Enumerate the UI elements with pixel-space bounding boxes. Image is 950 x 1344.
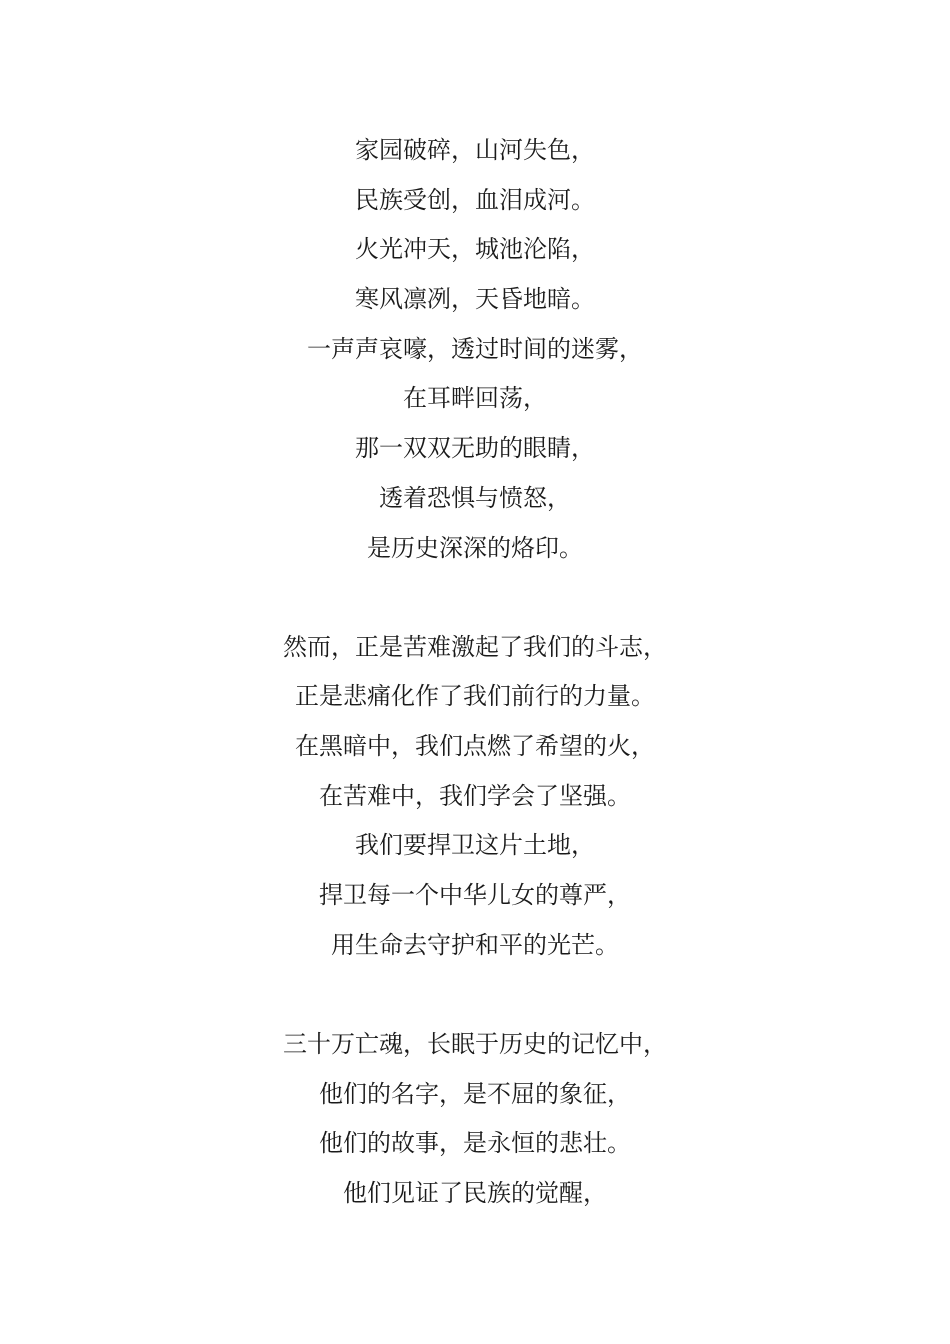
poem-line: 火光冲天，城池沦陷， [355,235,595,264]
poem-line: 那一双双无助的眼睛， [355,434,595,463]
stanza-1 [0,126,950,573]
poem-line: 寒风凛冽，天昏地暗。 [355,285,595,314]
poem-line: 民族受创，血泪成河。 [355,185,595,214]
poem-line: 是历史深深的烙印。 [367,533,583,562]
poem-line: 捍卫每一个中华儿女的尊严， [319,881,631,910]
poem-line: 三十万亡魂，长眠于历史的记忆中， [283,1030,667,1058]
poem-line: 在苦难中，我们学会了坚强。 [319,781,631,810]
poem-line: 他们见证了民族的觉醒， [343,1179,607,1208]
poem-line: 透着恐惧与愤怒， [379,483,571,512]
poem-line: 他们的名字，是不屈的象征， [319,1079,631,1108]
stanza-2 [0,623,950,971]
poem-line: 在耳畔回荡， [403,384,547,413]
poem-line: 他们的故事，是永恒的悲壮。 [319,1129,631,1158]
poem-line: 我们要捍卫这片土地， [355,831,595,860]
poem-line: 家园破碎，山河失色， [355,136,595,164]
stanza-3 [0,1020,950,1219]
poem-line: 一声声哀嚎，透过时间的迷雾， [307,334,643,363]
poem-body [0,126,950,1268]
poem-line: 在黑暗中，我们点燃了希望的火， [295,732,655,761]
poem-line: 然而，正是苦难激起了我们的斗志， [283,632,667,661]
poem-line: 用生命去守护和平的光芒。 [331,930,619,959]
poem-line: 正是悲痛化作了我们前行的力量。 [295,682,655,711]
